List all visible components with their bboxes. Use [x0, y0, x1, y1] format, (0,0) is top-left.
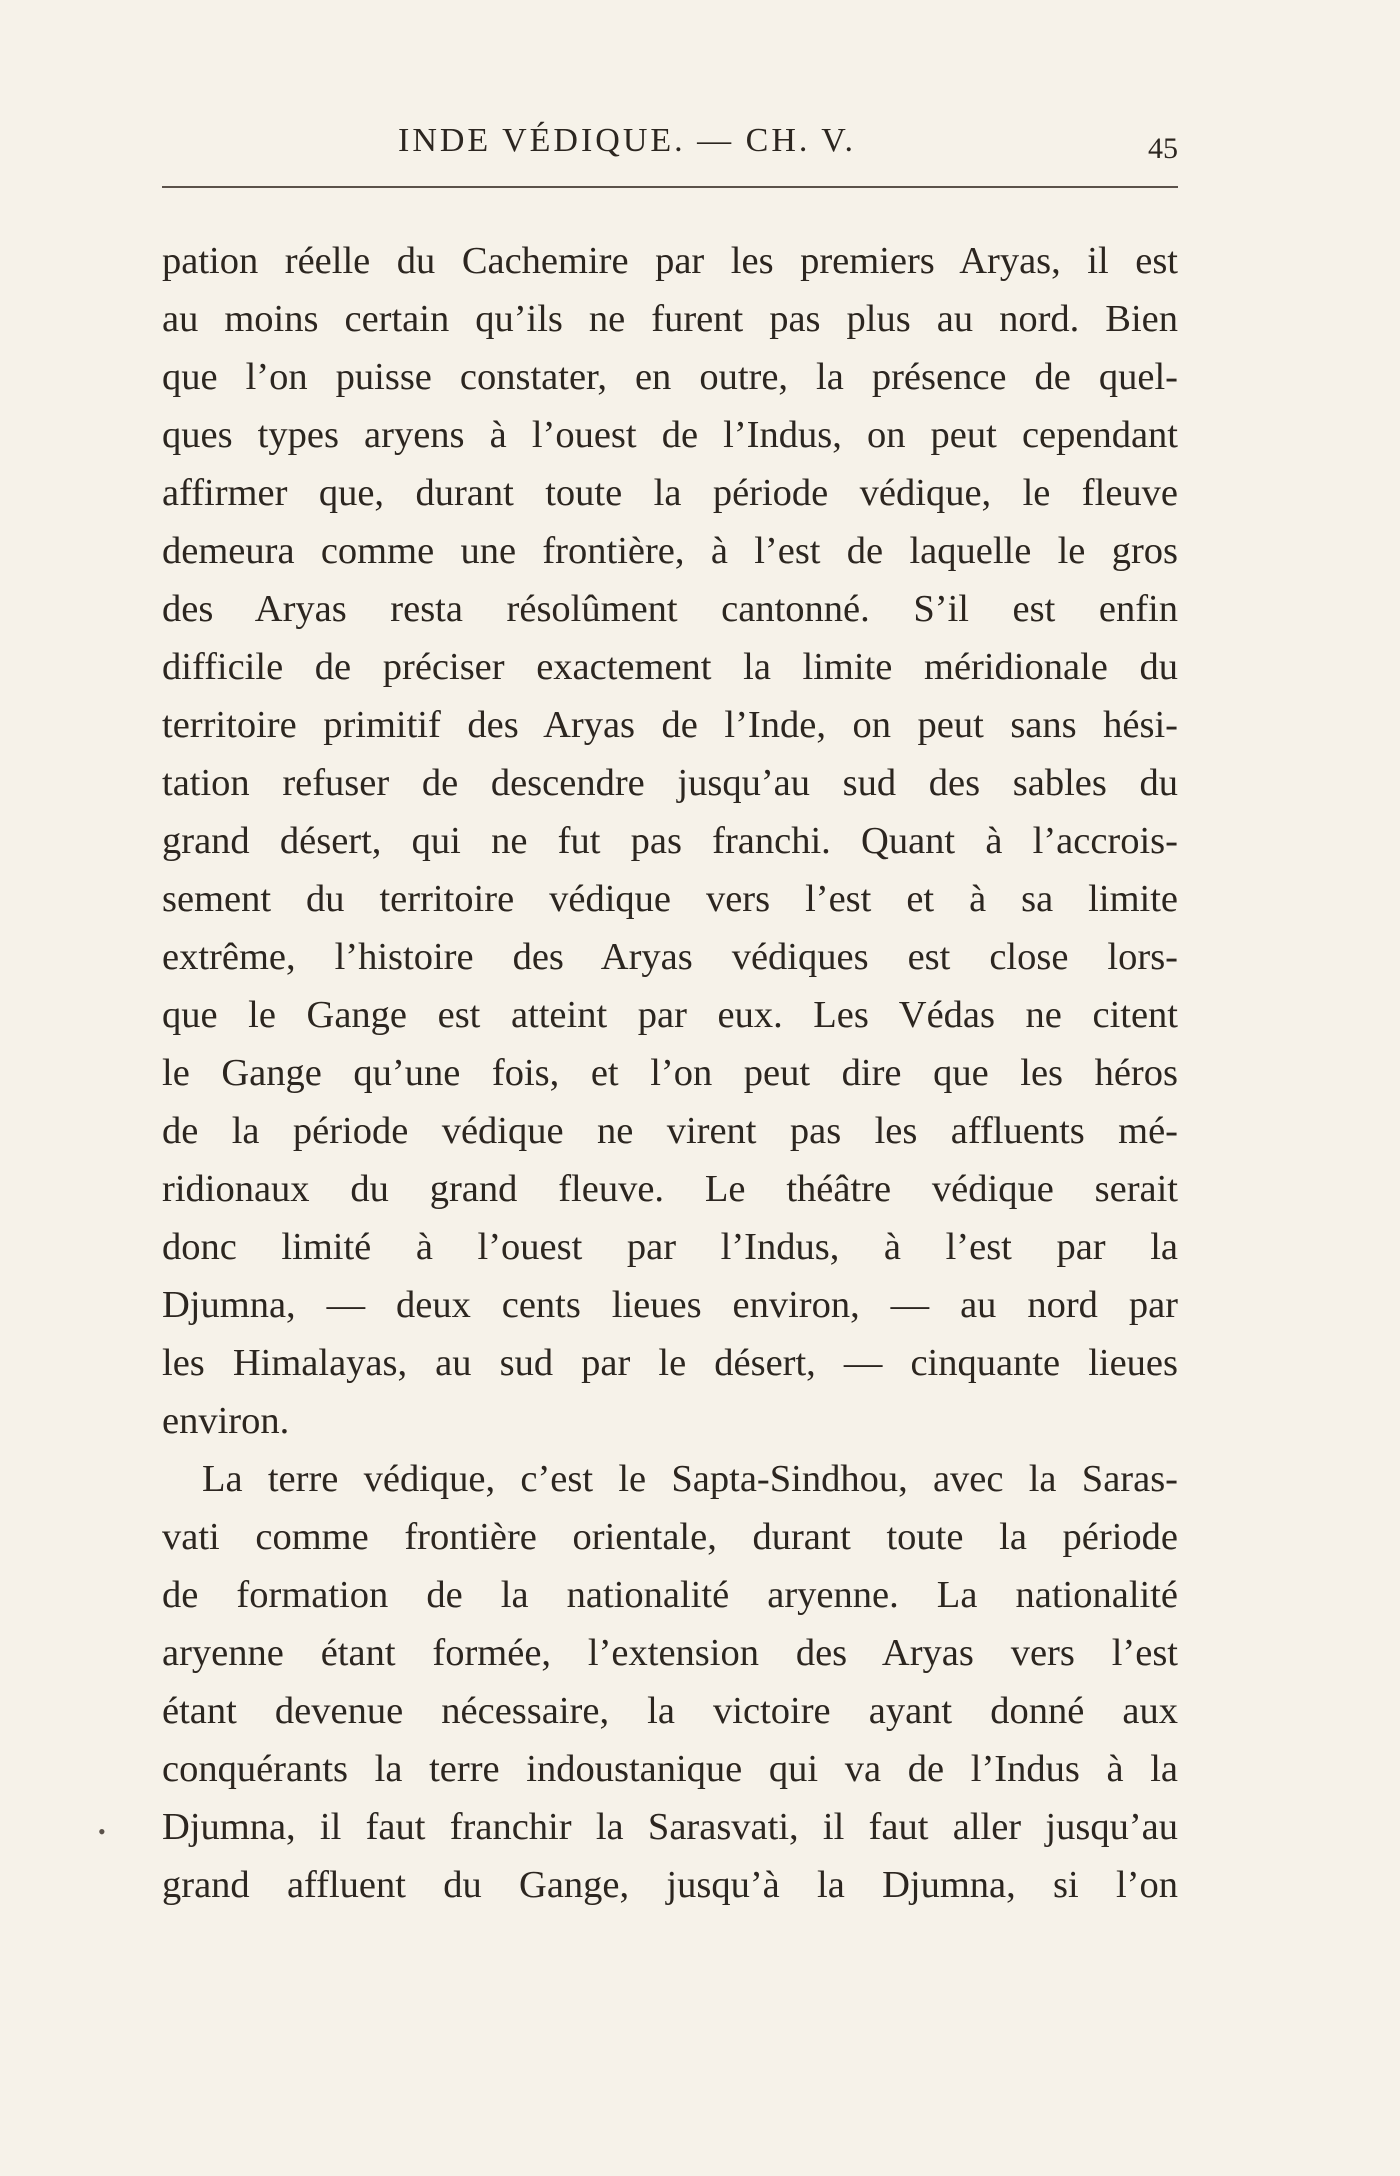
body-text: [162, 232, 1178, 1914]
header-rule: [162, 186, 1178, 188]
text-line: aryenne étant formée, l’extension des Aryas vers l’est: [162, 1632, 1178, 1674]
text-line: affirmer que, durant toute la période védique, le fleuve: [162, 472, 1178, 514]
text-line: vati comme frontière orientale, durant toute la période: [162, 1516, 1178, 1558]
text-line: des Aryas resta résolûment cantonné. S’il est enfin: [162, 588, 1178, 630]
text-line: Djumna, — deux cents lieues environ, — au nord par: [162, 1284, 1178, 1326]
text-line: conquérants la terre indoustanique qui va de l’Indus à la: [162, 1748, 1178, 1790]
page-header: [0, 122, 1400, 172]
text-line: grand désert, qui ne fut pas franchi. Quant à l’accrois-: [162, 820, 1178, 862]
text-line: tation refuser de descendre jusqu’au sud des sables du: [162, 762, 1178, 804]
text-line: difficile de préciser exactement la limite méridionale du: [162, 646, 1178, 688]
text-line: étant devenue nécessaire, la victoire ayant donné aux: [162, 1690, 1178, 1732]
text-line: extrême, l’histoire des Aryas védiques est close lors-: [162, 936, 1178, 978]
text-line: ridionaux du grand fleuve. Le théâtre védique serait: [162, 1168, 1178, 1210]
text-line: donc limité à l’ouest par l’Indus, à l’est par la: [162, 1226, 1178, 1268]
margin-dot-mark: •: [98, 1819, 106, 1844]
text-line: pation réelle du Cachemire par les premiers Aryas, il est: [162, 240, 1178, 282]
text-line: ques types aryens à l’ouest de l’Indus, on peut cependant: [162, 414, 1178, 456]
text-line: demeura comme une frontière, à l’est de laquelle le gros: [162, 530, 1178, 572]
text-line: que l’on puisse constater, en outre, la présence de quel-: [162, 356, 1178, 398]
text-line: territoire primitif des Aryas de l’Inde, on peut sans hési-: [162, 704, 1178, 746]
paragraph-first-line: La terre védique, c’est le Sapta-Sindhou, avec la Saras-: [202, 1458, 1178, 1500]
text-line: le Gange qu’une fois, et l’on peut dire que les héros: [162, 1052, 1178, 1094]
text-line: de formation de la nationalité aryenne. La nationalité: [162, 1574, 1178, 1616]
text-line: que le Gange est atteint par eux. Les Védas ne citent: [162, 994, 1178, 1036]
text-line: sement du territoire védique vers l’est et à sa limite: [162, 878, 1178, 920]
text-line: les Himalayas, au sud par le désert, — cinquante lieues: [162, 1342, 1178, 1384]
text-line: de la période védique ne virent pas les affluents mé-: [162, 1110, 1178, 1152]
text-line: au moins certain qu’ils ne furent pas plus au nord. Bien: [162, 298, 1178, 340]
page-number: 45: [1148, 132, 1178, 165]
text-line: environ.: [162, 1400, 290, 1442]
running-title: INDE VÉDIQUE. — CH. V.: [398, 122, 856, 159]
text-line: grand affluent du Gange, jusqu’à la Djumna, si l’on: [162, 1864, 1178, 1906]
text-line: Djumna, il faut franchir la Sarasvati, il faut aller jusqu’au: [162, 1806, 1178, 1848]
